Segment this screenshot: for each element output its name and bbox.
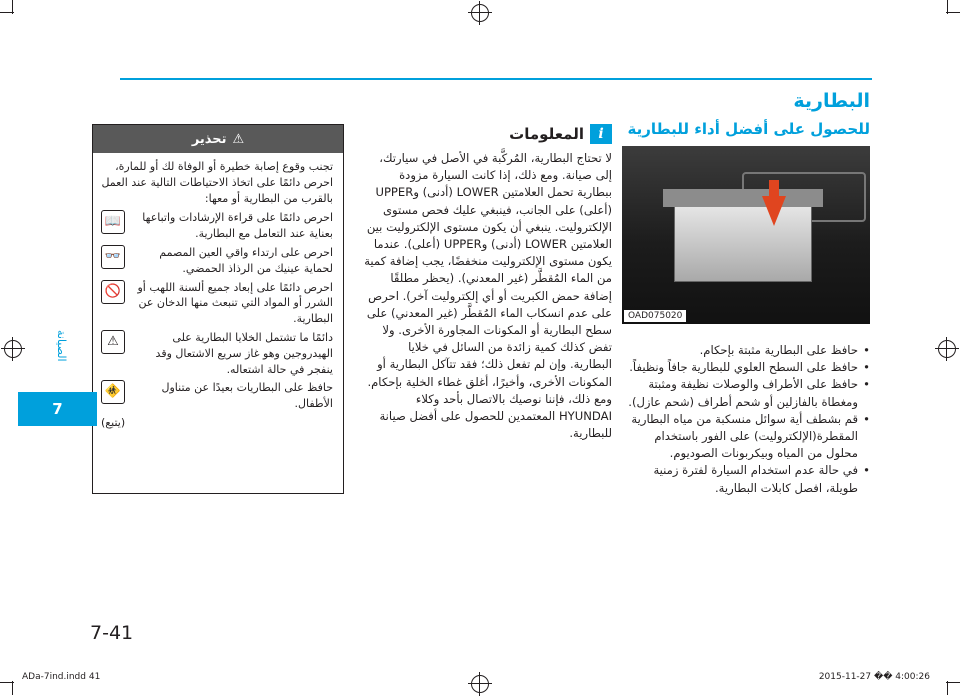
no-flame-icon: 🚫 xyxy=(101,280,125,304)
explosion-icon: ⚠ xyxy=(101,330,125,354)
registration-mark xyxy=(471,4,489,22)
registration-mark xyxy=(471,675,489,693)
care-bullet-list xyxy=(620,342,870,497)
info-body: لا تحتاج البطارية، المُركَّبة في الأصل في سيارتك، إلى صيانة. ومع ذلك، إذا كانت السيارة مزودة ببطارية تحمل العلامتين LOWER (أدنى) وUPPER (أعلى) على الجانب، فينبغي عليك فحص مستوى الإلكتروليت. ينبغي أن يكون مستوى الإلكتروليت بين العلامتين LOWER (أدنى) وUPPER (أعلى). عندما يكون مستوى الإلكتروليت منخفضًا، يجب إضافة كمية من الماء المُقطَّر (غير المعدني). (يحظر مطلقًا إضافة حمض الكبريت أو أي إلكتروليت آخر). احرص على عدم انسكاب الماء المُقطَّر (غير المعدني) على سطح البطارية أو المكونات المجاورة الأخرى. ولا تفض كذلك كمية زائدة من السائل في خلايا البطارية. وإن لم تفعل ذلك؛ فقد تتآكل البطارية أو المكونات الأخرى، وأخيرًا، أغلق غطاء الخلية بإحكام. ومع ذلك، فإننا نوصيك بالاتصال بأحد وكلاء HYUNDAI المعتمدين للحصول على أفضل صيانة للبطارية. xyxy=(364,151,612,441)
page-number: 7-41 xyxy=(90,622,134,644)
crop-mark xyxy=(946,12,960,13)
warning-item-text: احرص على ارتداء واقي العين المصمم لحماية عينيك من الرذاذ الحمضي. xyxy=(159,245,333,275)
battery-illustration xyxy=(674,202,812,282)
crop-mark xyxy=(946,682,960,683)
warning-item-text: احرص دائمًا على قراءة الإرشادات واتباعها بعناية عند التعامل مع البطارية. xyxy=(142,211,333,241)
crop-mark xyxy=(947,0,948,14)
info-heading xyxy=(509,124,612,144)
chapter-side-label: الصيانة xyxy=(55,330,68,362)
chapter-tab: 7 xyxy=(18,392,97,426)
warning-icon: ⚠ xyxy=(232,131,245,147)
warning-body xyxy=(93,153,343,431)
warning-heading: تحذير xyxy=(191,131,227,147)
registration-mark xyxy=(4,340,22,358)
info-icon: i xyxy=(590,124,612,144)
continued-label: (يتبع) xyxy=(101,415,126,429)
photo-code: OAD075020 xyxy=(624,310,686,322)
crop-mark xyxy=(947,681,948,695)
list-item: • حافظ على البطارية مثبتة بإحكام. xyxy=(620,342,870,359)
header-rule xyxy=(120,78,872,80)
book-icon: 📖 xyxy=(101,210,125,234)
warning-item-text: حافظ على البطاريات بعيدًا عن متناول الأطفال. xyxy=(161,381,333,411)
warning-item-text: دائمًا ما تشتمل الخلايا البطارية على الهيدروجين وهو غاز سريع الاشتعال وقد ينفجر في حالة اشتعاله. xyxy=(155,330,333,376)
list-item: • في حالة عدم استخدام السيارة لفترة زمنية طويلة، افصل كابلات البطارية. xyxy=(620,462,870,496)
list-item: • قم بشطف أية سوائل منسكبة من مياه البطارية المقطرة(الإلكتروليت) على الفور باستخدام محلول من المياه وبيكربونات الصوديوم. xyxy=(620,411,870,463)
warning-item xyxy=(101,380,333,412)
goggles-icon: 👓 xyxy=(101,245,125,269)
footer-timestamp: 2015-11-27 �� 4:00:26 xyxy=(818,672,930,682)
footer-file: ADa-7ind.indd 41 xyxy=(22,672,101,682)
warning-item xyxy=(101,210,333,242)
crop-mark xyxy=(12,681,13,695)
info-heading-label: المعلومات xyxy=(509,125,584,143)
warning-item xyxy=(101,245,333,277)
warning-item-text: احرص دائمًا على إبعاد جميع ألسنة اللهب أو الشرر أو المواد التي تنبعث منها الدخان عن البطارية. xyxy=(137,280,333,326)
warning-item xyxy=(101,330,333,377)
section-subtitle: للحصول على أفضل أداء للبطارية xyxy=(627,120,870,138)
arrow-down-icon xyxy=(762,196,786,226)
page-title: البطارية xyxy=(793,90,870,112)
crop-mark xyxy=(12,0,13,14)
no-children-icon: 🚸 xyxy=(101,380,125,404)
warning-box xyxy=(92,124,344,494)
warning-header xyxy=(93,125,343,153)
battery-photo xyxy=(622,146,870,324)
list-item: • حافظ على السطح العلوي للبطارية جافاً ونظيفاً. xyxy=(620,359,870,376)
warning-intro: تجنب وقوع إصابة خطيرة أو الوفاة لك أو للمارة، احرص دائمًا على اتخاذ الاحتياطات التالية عند العمل بالقرب من البطارية أو معها: xyxy=(101,160,333,205)
list-item: • حافظ على الأطراف والوصلات نظيفة ومثبتة ومغطاة بالفازلين أو شحم أطراف (شحم عازل). xyxy=(620,376,870,410)
registration-mark xyxy=(938,340,956,358)
warning-item xyxy=(101,280,333,327)
